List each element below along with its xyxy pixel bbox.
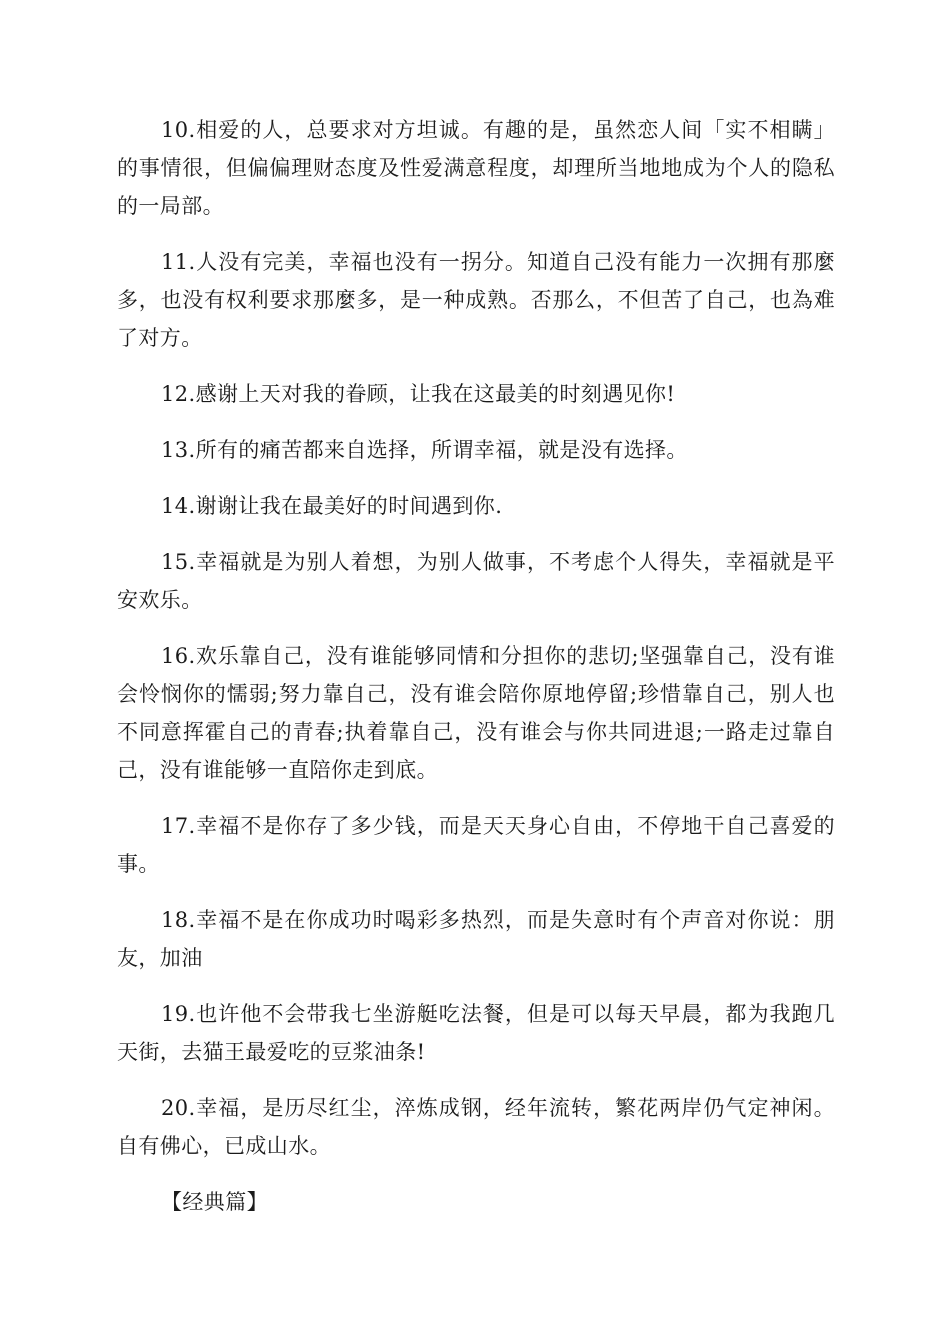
paragraph-12: 12.感谢上天对我的眷顾，让我在这最美的时刻遇见你! bbox=[161, 382, 676, 406]
paragraph-11: 11.人没有完美，幸福也没有一拐分。知道自己没有能力一次拥有那麼多，也没有权利要求那麼多，是一种成熟。否那么，不但苦了自己，也為难了对方。 bbox=[117, 250, 835, 350]
paragraph-17: 17.幸福不是你存了多少钱，而是天天身心自由，不停地干自己喜爱的事。 bbox=[117, 814, 835, 876]
paragraph-13: 13.所有的痛苦都来自选择，所谓幸福，就是没有选择。 bbox=[161, 438, 688, 462]
paragraph-19: 19.也许他不会带我七坐游艇吃法餐，但是可以每天早晨，都为我跑几天街，去猫王最爱吃的豆浆油条! bbox=[117, 1002, 835, 1064]
paragraph-10: 10.相爱的人，总要求对方坦诚。有趣的是，虽然恋人间「实不相瞒」的事情很，但偏偏理财态度及性爱满意程度，却理所当地地成为个人的隐私的一局部。 bbox=[117, 118, 835, 218]
paragraph-20: 20.幸福，是历尽红尘，淬炼成钢，经年流转，繁花两岸仍气定神闲。自有佛心，已成山水。 bbox=[117, 1096, 835, 1158]
document-body bbox=[117, 111, 835, 1221]
paragraph-18: 18.幸福不是在你成功时喝彩多热烈，而是失意时有个声音对你说：朋友，加油 bbox=[117, 908, 835, 970]
section-heading: 【经典篇】 bbox=[161, 1190, 268, 1214]
paragraph-15: 15.幸福就是为别人着想，为别人做事，不考虑个人得失，幸福就是平安欢乐。 bbox=[117, 550, 835, 612]
paragraph-16: 16.欢乐靠自己，没有谁能够同情和分担你的悲切;坚强靠自己，没有谁会怜悯你的懦弱;努力靠自己，没有谁会陪你原地停留;珍惜靠自己，别人也不同意挥霍自己的青春;执着靠自己，没有谁会与你共同进退;一路走过靠自己，没有谁能够一直陪你走到底。 bbox=[117, 644, 835, 782]
paragraph-14: 14.谢谢让我在最美好的时间遇到你. bbox=[161, 494, 503, 518]
